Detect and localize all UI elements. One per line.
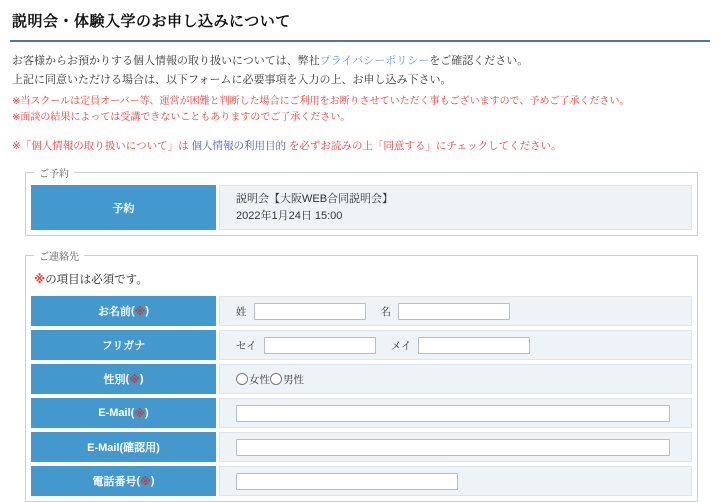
email-label-text: E-Mail <box>98 407 131 420</box>
intro-line-1 <box>12 52 710 71</box>
gender-radio-male[interactable] <box>270 373 282 385</box>
field-value-kana <box>219 330 692 360</box>
field-label-kana: フリガナ <box>31 330 216 360</box>
required-mark: ※ <box>134 305 146 318</box>
form-row-email-confirm <box>31 432 692 462</box>
purpose-of-use-link[interactable]: 個人情報の利用目的 <box>191 140 287 153</box>
form-row-kana <box>31 330 692 360</box>
required-note-mark: ※ <box>34 274 46 287</box>
phone-input[interactable] <box>236 473 458 490</box>
gender-male-label: 男性 <box>283 373 304 386</box>
field-value-phone <box>219 466 692 496</box>
paren-open: ( <box>125 373 130 386</box>
form-row-phone <box>31 466 692 496</box>
paren-close: ) <box>145 407 149 420</box>
paren-close: ) <box>139 373 144 386</box>
reservation-fieldset <box>25 165 698 236</box>
phone-label-text: 電話番号 <box>92 476 137 489</box>
field-label-phone <box>31 466 216 496</box>
field-label-gender <box>31 364 216 394</box>
intro-line-2: 上記に同意いただける場合は、以下フォームに必要事項を入力の上、お申し込み下さい。 <box>12 73 452 86</box>
consent-note-before: ※「個人情報の取り扱いについて」は <box>12 140 192 153</box>
kana-last-label: セイ <box>236 339 257 352</box>
first-name-input[interactable] <box>398 303 510 320</box>
required-mark: ※ <box>129 373 140 386</box>
first-name-label: 名 <box>380 305 391 318</box>
reservation-row <box>31 185 692 230</box>
reservation-datetime: 2022年1月24日 15:00 <box>236 209 343 222</box>
caution-note-2: ※面談の結果によっては受講できないこともありますのでご了承ください。 <box>12 111 351 123</box>
reservation-event-name: 説明会【大阪WEB合同説明会】 <box>236 193 394 206</box>
reservation-label-cell: 予約 <box>31 185 216 230</box>
email-input[interactable] <box>236 405 670 422</box>
gender-option-male[interactable] <box>270 372 304 387</box>
form-row-name <box>31 296 692 326</box>
field-label-email <box>31 398 216 428</box>
gender-label-text: 性別 <box>103 374 126 387</box>
last-name-input[interactable] <box>254 303 366 320</box>
caution-note-1: ※当スクールは定員オーバー等、運営が困難と判断した場合にご利用をお断りさせていただく事もございますので、予めご了承ください。 <box>12 96 630 108</box>
paren-open: ( <box>130 407 135 420</box>
form-row-email <box>31 398 692 428</box>
fieldset-legend-contact: ご連絡先 <box>39 252 79 264</box>
kana-first-input[interactable] <box>418 337 530 354</box>
paren-close: ) <box>145 305 150 318</box>
consent-note <box>12 138 710 153</box>
field-value-email <box>219 398 692 428</box>
last-name-label: 姓 <box>236 305 247 318</box>
required-note-text: の項目は必須です。 <box>45 274 148 287</box>
gender-radio-female[interactable] <box>236 373 248 385</box>
email-confirm-input[interactable] <box>236 439 670 456</box>
form-row-gender <box>31 364 692 394</box>
page-title: 説明会・体験入学のお申し込みについて <box>10 8 710 42</box>
privacy-policy-link[interactable]: プライバシーポリシー <box>319 55 430 67</box>
intro-line-1-before: お客様からお預かりする個人情報の取り扱いについては、弊社 <box>12 55 320 67</box>
paren-close: ) <box>150 475 155 488</box>
intro-text <box>12 52 710 89</box>
caution-notes <box>12 94 710 125</box>
field-label-email-confirm: E-Mail(確認用) <box>31 432 216 462</box>
kana-first-label: メイ <box>390 339 412 352</box>
field-label-name <box>31 296 216 326</box>
field-value-email-confirm <box>219 432 692 462</box>
fieldset-legend-reservation: ご予約 <box>39 169 69 181</box>
required-mark: ※ <box>134 407 146 420</box>
required-mark: ※ <box>140 475 151 488</box>
paren-open: ( <box>136 475 141 488</box>
reservation-value-cell <box>219 185 692 230</box>
kana-last-input[interactable] <box>264 337 376 354</box>
gender-female-label: 女性 <box>249 373 270 386</box>
intro-line-1-after: をご確認ください。 <box>429 55 529 67</box>
field-value-name <box>219 296 692 326</box>
consent-note-after: を必ずお読みの上「同意する」にチェックしてください。 <box>286 140 562 153</box>
field-value-gender <box>219 364 692 394</box>
contact-fieldset <box>25 248 698 502</box>
paren-open: ( <box>130 305 135 318</box>
required-note <box>34 271 692 287</box>
gender-option-female[interactable] <box>236 372 270 387</box>
name-label-text: お名前 <box>97 306 131 319</box>
